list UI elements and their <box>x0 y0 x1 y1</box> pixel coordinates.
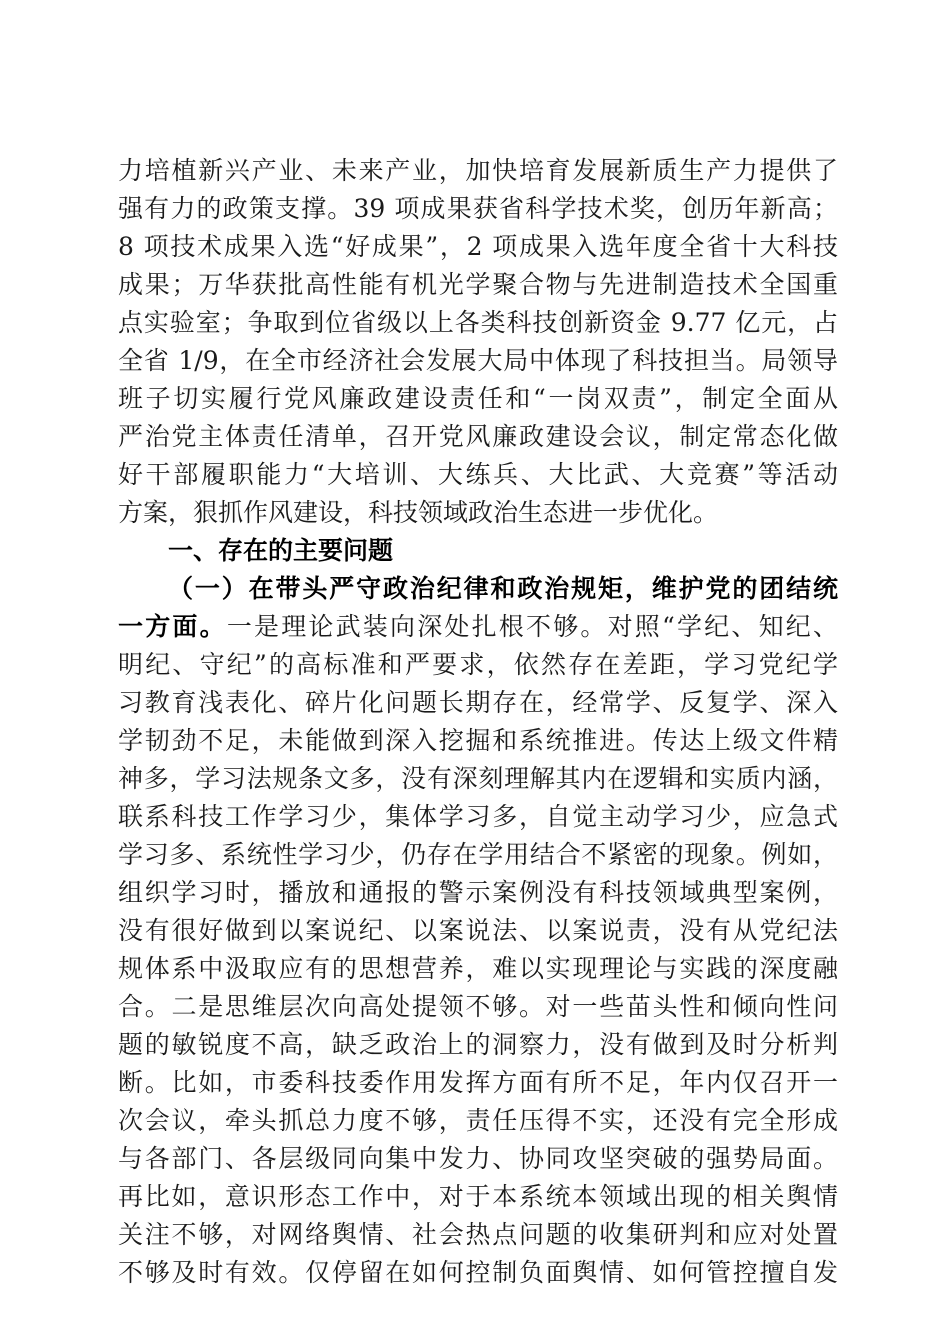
subheading-text-part2: 一方面。 <box>118 612 227 641</box>
paragraph-line: 合。二是思维层次向高处提领不够。对一些苗头性和倾向性问 <box>118 992 838 1021</box>
paragraph-line: 题的敏锐度不高，缺乏政治上的洞察力，没有做到及时分析判 <box>118 1030 838 1059</box>
paragraph-line: 习教育浅表化、碎片化问题长期存在，经常学、反复学、深入 <box>118 688 838 717</box>
paragraph-line: 班子切实履行党风廉政建设责任和“一岗双责”，制定全面从 <box>118 384 838 413</box>
paragraph-line: 联系科技工作学习少，集体学习多，自觉主动学习少，应急式 <box>118 802 838 831</box>
paragraph-line: 全省 1/9，在全市经济社会发展大局中体现了科技担当。局领导 <box>118 346 838 375</box>
section-heading: 一、存在的主要问题 <box>168 536 394 565</box>
subheading-text-part1: （一）在带头严守政治纪律和政治规矩，维护党的团结统 <box>168 574 838 603</box>
paragraph-line: 强有力的政策支撑。39 项成果获省科学技术奖，创历年新高； <box>118 194 838 223</box>
paragraph-line: 好干部履职能力“大培训、大练兵、大比武、大竞赛”等活动 <box>118 460 838 489</box>
subheading-line <box>118 570 838 608</box>
paragraph-line: 没有很好做到以案说纪、以案说法、以案说责，没有从党纪法 <box>118 916 838 945</box>
paragraph-line: 与各部门、各层级同向集中发力、协同攻坚突破的强势局面。 <box>118 1144 838 1173</box>
paragraph-line: 关注不够，对网络舆情、社会热点问题的收集研判和应对处置 <box>118 1220 838 1249</box>
paragraph-line: 学习多、系统性学习少，仍存在学用结合不紧密的现象。例如， <box>118 840 838 869</box>
paragraph-line: 明纪、守纪”的高标准和严要求，依然存在差距，学习党纪学 <box>118 650 838 679</box>
paragraph-line: 不够及时有效。仅停留在如何控制负面舆情、如何管控擅自发 <box>118 1258 838 1287</box>
paragraph-line: 规体系中汲取应有的思想营养，难以实现理论与实践的深度融 <box>118 954 838 983</box>
paragraph-line: 力培植新兴产业、未来产业，加快培育发展新质生产力提供了 <box>118 156 838 185</box>
paragraph-line: 8 项技术成果入选“好成果”，2 项成果入选年度全省十大科技 <box>118 232 838 261</box>
paragraph-line <box>118 608 838 646</box>
paragraph-line: 神多，学习法规条文多，没有深刻理解其内在逻辑和实质内涵， <box>118 764 838 793</box>
paragraph-line: 次会议，牵头抓总力度不够，责任压得不实，还没有完全形成 <box>118 1106 838 1135</box>
paragraph-line: 学韧劲不足，未能做到深入挖掘和系统推进。传达上级文件精 <box>118 726 838 755</box>
paragraph-line-rest: 一是理论武装向深处扎根不够。对照“学纪、知纪、 <box>226 612 838 641</box>
paragraph-line: 点实验室；争取到位省级以上各类科技创新资金 9.77 亿元，占 <box>118 308 838 337</box>
paragraph-line: 断。比如，市委科技委作用发挥方面有所不足，年内仅召开一 <box>118 1068 838 1097</box>
paragraph-line: 严治党主体责任清单，召开党风廉政建设会议，制定常态化做 <box>118 422 838 451</box>
paragraph-line: 组织学习时，播放和通报的警示案例没有科技领域典型案例， <box>118 878 838 907</box>
document-body <box>118 152 838 1292</box>
paragraph-line: 成果；万华获批高性能有机光学聚合物与先进制造技术全国重 <box>118 270 838 299</box>
paragraph-line: 再比如，意识形态工作中，对于本系统本领域出现的相关舆情 <box>118 1182 838 1211</box>
paragraph-line: 方案，狠抓作风建设，科技领域政治生态进一步优化。 <box>118 498 719 527</box>
